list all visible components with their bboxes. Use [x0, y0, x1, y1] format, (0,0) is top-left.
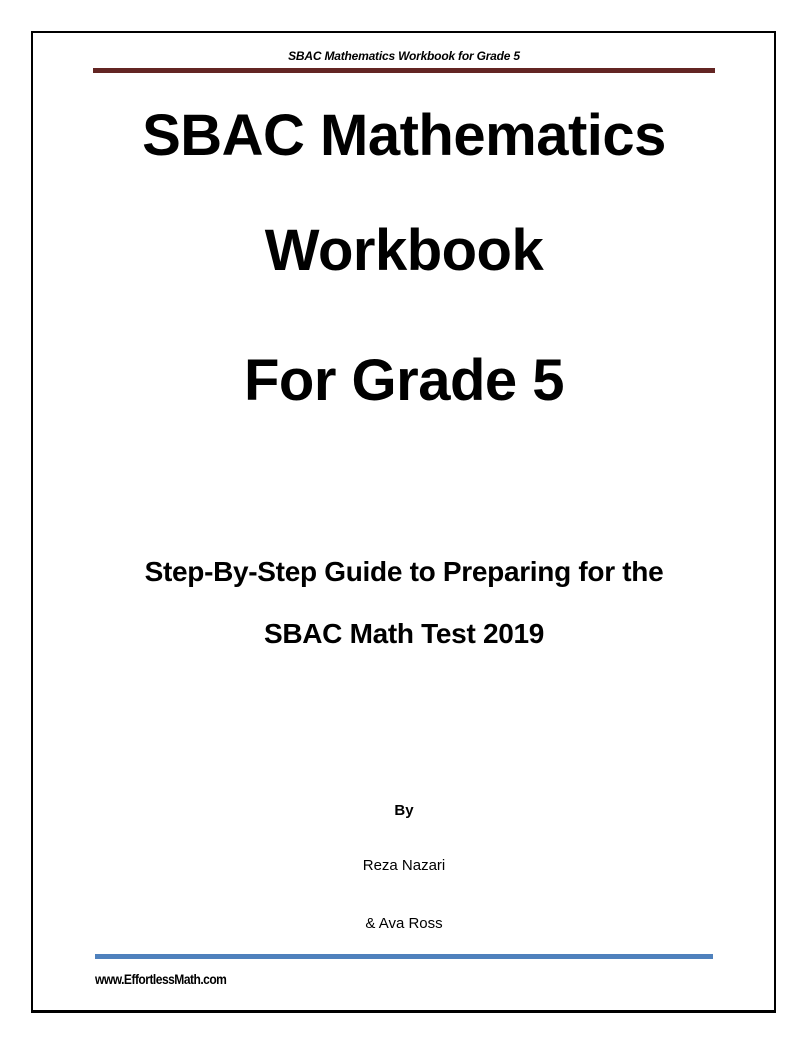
header-rule — [93, 68, 715, 73]
cover-subtitle-line-1: Step-By-Step Guide to Preparing for the — [144, 556, 664, 587]
cover-title-line-2: Workbook — [264, 218, 544, 283]
cover-title-line-1: SBAC Mathematics — [142, 103, 666, 168]
footer-rule — [95, 954, 713, 959]
author-name-1: Reza Nazari — [362, 857, 446, 874]
footer-website-link[interactable]: www.EffortlessMath.com — [95, 971, 227, 987]
cover-subtitle-line-2: SBAC Math Test 2019 — [263, 618, 545, 649]
cover-title-line-3: For Grade 5 — [243, 348, 565, 413]
by-label: By — [394, 802, 414, 819]
running-header: SBAC Mathematics Workbook for Grade 5 — [288, 49, 520, 63]
author-name-2: & Ava Ross — [365, 915, 443, 932]
